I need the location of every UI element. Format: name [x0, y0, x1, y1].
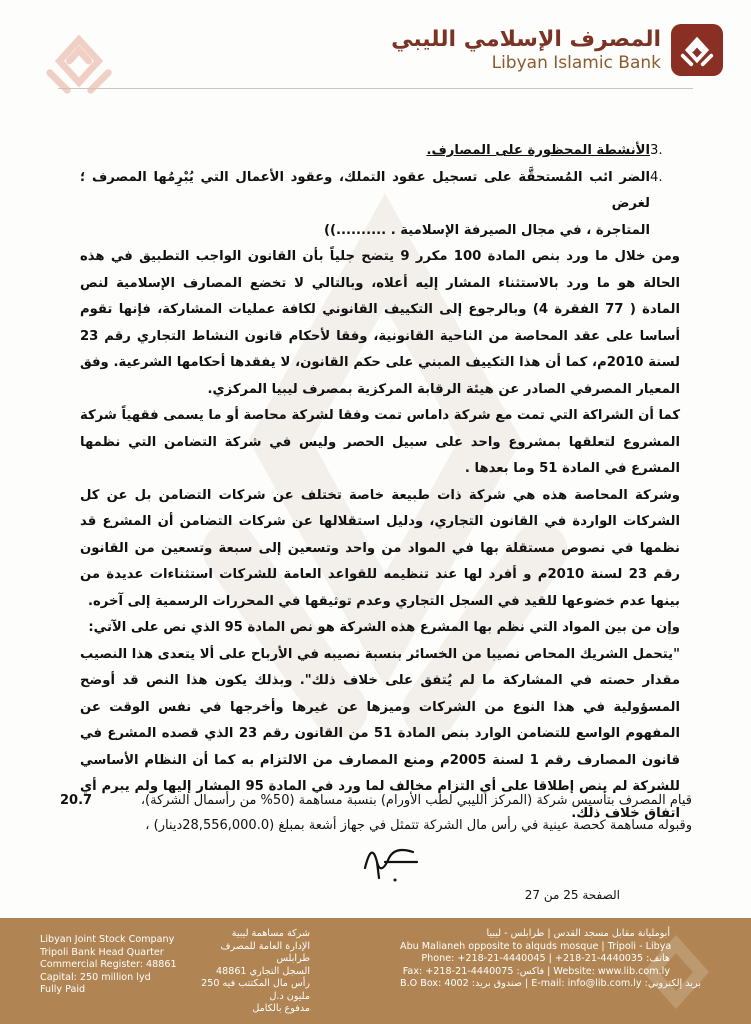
footer-line: Libyan Joint Stock Company [40, 934, 175, 945]
letterhead-footer [0, 918, 751, 1024]
footer-line: Phone: +218-21-4440045 | +218-21-4440035 :هاتف [421, 953, 670, 964]
header-divider [58, 88, 693, 89]
section-number: 20.7 [60, 793, 93, 808]
footer-line: B.O Box: 4002 :صندوق بريد | E-mail: info@lib.com.ly :بريد إلكتروني [400, 978, 701, 989]
footer-line: السجل التجاري 48861 [216, 965, 310, 977]
footer-contact-info [400, 928, 701, 991]
footer-line: Tripoli Bank Head Quarter [40, 946, 164, 958]
section-20-7 [60, 788, 692, 838]
document-body [80, 138, 680, 827]
list-item-3 [80, 138, 680, 165]
section-line: وقبوله مساهمة كحصة عينية في رأس مال الشركة تتمثل في جهاز أشعة بمبلغ (28,556,000.0دينار) ، [145, 818, 692, 833]
footer-line: Commercial Register: 48861 [40, 959, 177, 970]
page-number: الصفحة 25 من 27 [524, 888, 620, 902]
bank-logo-icon [671, 24, 723, 76]
paragraph: وشركة المحاصة هذه هي شركة ذات طبيعة خاصة تختلف عن شركات التضامن بل عن كل الشركات الواردة في القانون التجاري، ودليل استقلالها عن شركات التضامن أن المشرع قد نظمها في نصوص مستقلة بها في المواد من واحد وتسعين إلى سبعة وتسعين من القانون رقم 23 لسنة 2010م و أفرد لها عند تنظيمه للقواعد العامة للشركات استثناءات عديدة من بينها عدم خضوعها للقيد في السجل التجاري وعدم توثيقها في المحررات الرسمية إلى آخره. [80, 487, 680, 609]
section-line: قيام المصرف بتأسيس شركة (المركز الليبي لطب الأورام) بنسبة مساهمة (50% من رأسمال الشركة)، [140, 793, 692, 808]
list-text: الضر ائب المُستحقَّة على تسجيل عقود التملك، وعقود الأعمال التي يُبْرِمُها المصرف ؛ لغرض [80, 169, 650, 211]
footer-line: Abu Malianeh opposite to alquds mosque | Tripoli - Libya [400, 940, 672, 952]
paragraph: كما أن الشراكة التي تمت مع شركة داماس تمت وفقا لشركة محاصة أو ما يسمى فقهياً شركة المشروع لتعلقها بمشروع واحد على سبيل الحصر وليس في شركة التضامن التي نظمها المشرع في المادة 51 وما بعدها . [80, 408, 680, 476]
paragraph: وإن من بين المواد التي نظم بها المشرع هذه الشركة هو نص المادة 95 الذي نص على الآتي: [88, 620, 680, 635]
letterhead [0, 0, 751, 110]
footer-line: أبومليانة مقابل مسجد القدس | طرابلس - ليبيا [486, 928, 670, 939]
paragraph: ومن خلال ما ورد بنص المادة 100 مكرر 9 يتضح جلياً بأن القانون الواجب التطبيق في هذه الحالة هو ما ورد بالاستثناء المشار إليه أعلاه، وبالتالي لا تخضع المصارف الإسلامية لنص المادة ( 77 الفقرة 4) وبالرجوع إلى التكييف القانوني لكافة عمليات المشاركة، فإنها تقوم أساسا على عقد المحاصة من الناحية القانونية، وفقا لأحكام قانون النشاط التجاري رقم 23 لسنة 2010م، كما أن هذا التكييف المبني على حكم القانون، لا يفقدها أحكامها الشرعية. وفق المعيار المصرفي الصادر عن هيئة الرقابة المركزية بمصرف ليبيا المركزي. [80, 249, 680, 397]
bank-name-english: Libyan Islamic Bank [491, 53, 661, 73]
list-number: 4. [650, 169, 663, 185]
footer-company-arabic [200, 928, 310, 1016]
signature-icon [355, 832, 425, 882]
footer-line: مدفوع بالكامل [252, 1003, 310, 1014]
bank-name-arabic: المصرف الإسلامي الليبي [391, 27, 661, 52]
bank-brand [391, 20, 723, 80]
footer-line: الإدارة العامة للمصرف طرابلس [220, 940, 310, 964]
footer-line: Fax: +218-21-4440075 :فاكس | Website: www.lib.com.ly [402, 965, 670, 977]
footer-line: Capital: 250 million lyd [40, 971, 151, 983]
footer-line: Fully Paid [40, 984, 86, 995]
list-item-4 [80, 165, 680, 218]
footer-line: شركة مساهمة ليبية [231, 928, 310, 939]
quote-paragraph: "يتحمل الشريك المحاص نصيبا من الخسائر بنسبة نصيبه في الأرباح على ألا يتعدى هذا النصيب مقدار حصته في المشاركة ما لم يُتفق على خلاف ذلك". وبذلك يكون هذا النص قد أوضح المسؤولية في هذا النوع من الشركات وميزها عن غيرها وأخرجها في نفس الوقت عن المفهوم الواسع للتضامن الوارد بنص المادة 51 من القانون رقم 23 الذي قصده المشرع في قانون المصارف رقم 1 لسنة 2005م ومنع المصارف من الالتزام به كما أن النظام الأساسي للشركة لم ينص إطلاقا على أي التزام مخالف لما ورد في المادة 95 المشار إليها ولم يبرم أي اتفاق خلاف ذلك. [80, 646, 681, 821]
footer-line: رأس مال المكتتب فيه 250 مليون د.ل [201, 978, 310, 1002]
list-text-continuation: المتاجرة ، في مجال الصيرفة الإسلامية . ..........)) [323, 222, 650, 238]
list-text: الأنشطة المحظورة على المصارف. [426, 143, 650, 158]
footer-company-english [40, 934, 177, 997]
list-number: 3. [650, 143, 663, 158]
